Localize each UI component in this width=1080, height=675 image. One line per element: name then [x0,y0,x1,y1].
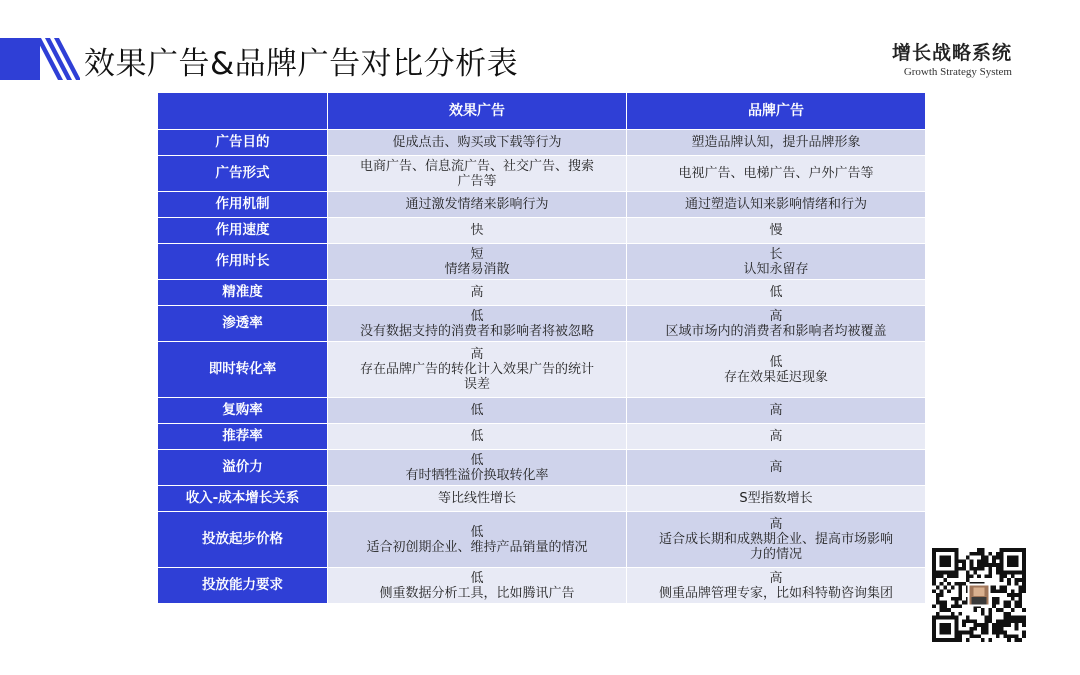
brand-name: 增长战略系统 [891,42,1012,64]
brand-ads-cell [627,130,926,156]
cell-text-line: 等比线性增长 [437,491,516,506]
table-row [158,218,926,244]
cell-text-line: 通过塑造认知来影响情绪和行为 [684,197,867,212]
cell-text-line: 高 [769,570,783,586]
cell-text-line: 低 [470,403,484,418]
cell-text-line: 低 [470,429,484,444]
row-label: 渗透率 [158,306,328,342]
page-title: 效果广告&品牌广告对比分析表 [84,46,519,82]
table-row [158,568,926,604]
effect-ads-cell [328,192,627,218]
brand-logo [892,38,1012,78]
effect-ads-cell [328,156,627,192]
row-label: 广告形式 [158,156,328,192]
cell-text-line: 适合初创期企业、维持产品销量的情况 [366,539,588,555]
cell-text-line: 快 [470,223,484,238]
row-label: 精准度 [158,280,328,306]
table-row [158,424,926,450]
brand-ads-cell [627,424,926,450]
cell-text-line: 高 [470,285,484,300]
cell-text-line: 高 [769,517,783,532]
cell-text-line: 适合成长期和成熟期企业、提高市场影响 [658,532,893,547]
table-row [158,244,926,280]
cell-text-line: 低 [470,452,484,468]
brand-ads-cell [627,218,926,244]
effect-ads-cell [328,280,627,306]
cell-text-line: 通过激发情绪来影响行为 [405,197,549,212]
row-label: 作用速度 [158,218,328,244]
brand-ads-cell [627,192,926,218]
effect-ads-cell [328,486,627,512]
brand-ads-cell [627,450,926,486]
brand-ads-cell [627,486,926,512]
effect-ads-cell [328,218,627,244]
brand-ads-cell [627,398,926,424]
effect-ads-cell [328,450,627,486]
cell-text-line: 侧重数据分析工具，比如腾讯广告 [379,585,575,601]
table-row [158,342,926,398]
cell-text-line: 存在效果延迟现象 [723,369,828,385]
cell-text-line: 低 [769,285,783,300]
effect-ads-cell [328,244,627,280]
brand-ads-cell [627,568,926,604]
effect-ads-cell [328,512,627,568]
cell-text-line: 力的情况 [749,547,802,562]
table-row [158,306,926,342]
cell-text-line: 慢 [769,223,783,238]
cell-text-line: 有时牺牲溢价换取转化率 [405,467,549,483]
brand-subtitle: Growth Strategy System [903,66,1012,78]
effect-ads-cell [328,424,627,450]
cell-text-line: 高 [769,308,783,324]
row-label: 即时转化率 [158,342,328,398]
brand-ads-cell [627,512,926,568]
cell-text-line: 塑造品牌认知，提升品牌形象 [691,135,861,150]
effect-ads-cell [328,398,627,424]
cell-text-line: 高 [769,429,783,444]
header-brand-ads: 品牌广告 [627,93,926,130]
comparison-table [157,92,926,604]
cell-text-line: 短 [470,246,484,262]
table-row [158,280,926,306]
effect-ads-cell [328,306,627,342]
cell-text-line: 促成点击、购买或下载等行为 [392,135,562,150]
cell-text-line: 低 [470,570,484,586]
table-row [158,156,926,192]
title-stripes-decoration [0,36,80,82]
table-header-row [158,93,926,130]
row-label: 作用机制 [158,192,328,218]
table-row [158,398,926,424]
header-effect-ads: 效果广告 [328,93,627,130]
cell-text-line: 高 [769,460,783,475]
cell-text-line: 低 [470,308,484,324]
cell-text-line: 长 [769,246,783,262]
cell-text-line: 存在品牌广告的转化计入效果广告的统计 [359,362,594,377]
brand-ads-cell [627,306,926,342]
cell-text-line: 高 [470,347,484,362]
brand-ads-cell [627,342,926,398]
row-label: 复购率 [158,398,328,424]
cell-text-line: 电商广告、信息流广告、社交广告、搜索 [359,158,594,174]
header-blank-cell [158,93,328,130]
effect-ads-cell [328,568,627,604]
cell-text-line: 误差 [463,377,490,392]
table-row [158,192,926,218]
cell-text-line: 没有数据支持的消费者和影响者将被忽略 [359,323,594,339]
row-label: 收入-成本增长关系 [158,486,328,512]
cell-text-line: 低 [470,524,484,540]
row-label: 投放能力要求 [158,568,328,604]
brand-ads-cell [627,280,926,306]
cell-text-line: 电视广告、电梯广告、户外广告等 [678,166,874,181]
effect-ads-cell [328,130,627,156]
cell-text-line: 情绪易消散 [444,261,510,277]
brand-ads-cell [627,244,926,280]
qr-code-icon [932,548,1026,642]
cell-text-line: 认知永留存 [743,261,809,277]
row-label: 作用时长 [158,244,328,280]
table-row [158,130,926,156]
cell-text-line: 低 [769,354,783,370]
row-label: 溢价力 [158,450,328,486]
table-row [158,512,926,568]
brand-ads-cell [627,156,926,192]
effect-ads-cell [328,342,627,398]
cell-text-line: 侧重品牌管理专家，比如科特勒咨询集团 [658,585,893,601]
cell-text-line: 广告等 [457,173,497,189]
cell-text-line: 高 [769,403,783,418]
table-row [158,486,926,512]
cell-text-line: S型指数增长 [739,491,813,506]
row-label: 投放起步价格 [158,512,328,568]
table-row [158,450,926,486]
row-label: 推荐率 [158,424,328,450]
cell-text-line: 区域市场内的消费者和影响者均被覆盖 [665,323,887,339]
row-label: 广告目的 [158,130,328,156]
